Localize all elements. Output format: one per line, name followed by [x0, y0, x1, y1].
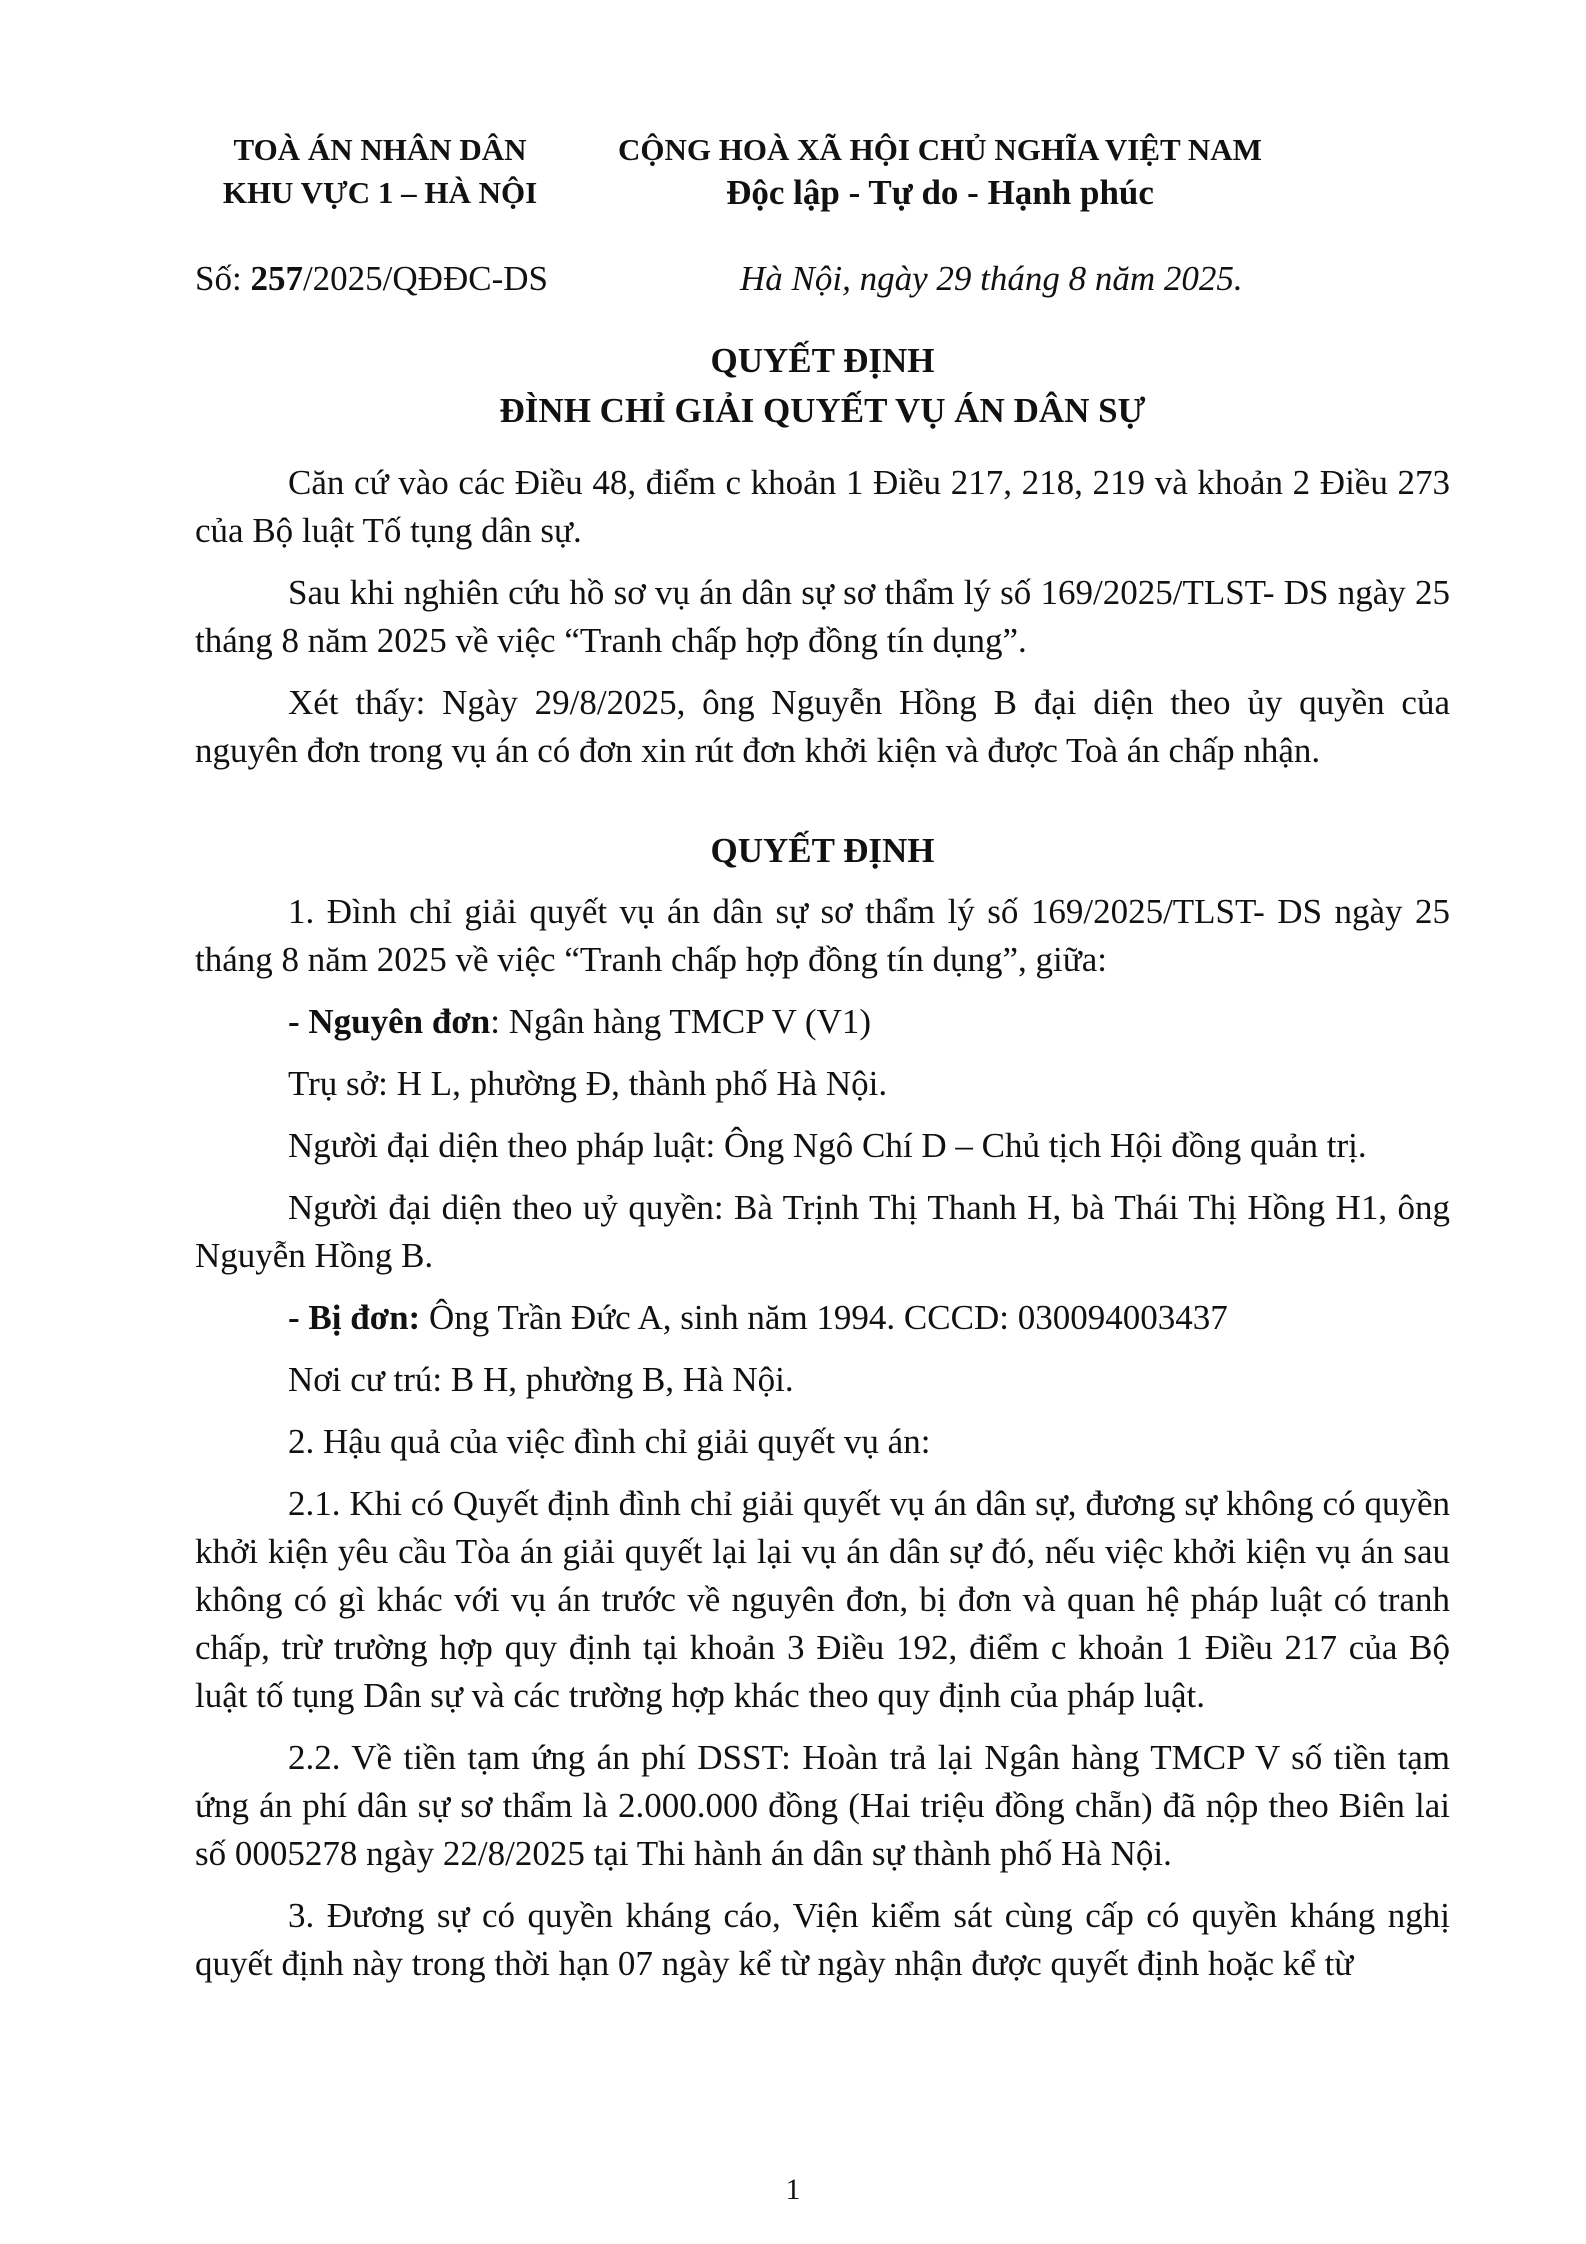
- doc-number-prefix: Số:: [195, 259, 251, 298]
- document-number: [195, 256, 548, 302]
- preamble-legal-basis: Căn cứ vào các Điều 48, điểm c khoản 1 Điều 217, 218, 219 và khoản 2 Điều 273 của Bộ luật Tố tụng dân sự.: [195, 463, 1450, 550]
- decision-heading: QUYẾT ĐỊNH: [710, 831, 935, 870]
- defendant-line: [195, 1294, 1450, 1342]
- document-subtitle: ĐÌNH CHỈ GIẢI QUYẾT VỤ ÁN DÂN SỰ: [499, 391, 1146, 430]
- preamble: [195, 459, 1450, 775]
- decision-item-2-2: 2.2. Về tiền tạm ứng án phí DSST: Hoàn trả lại Ngân hàng TMCP V số tiền tạm ứng án phí dân sự sơ thẩm là 2.000.000 đồng (Hai triệu đồng chẵn) đã nộp theo Biên lai số 0005278 ngày 22/8/2025 tại Thi hành án dân sự thành phố Hà Nội.: [195, 1738, 1450, 1873]
- preamble-case-review: Sau khi nghiên cứu hồ sơ vụ án dân sự sơ thẩm lý số 169/2025/TLST- DS ngày 25 tháng 8 năm 2025 về việc “Tranh chấp hợp đồng tín dụng”.: [195, 573, 1450, 660]
- decision-item-1: 1. Đình chỉ giải quyết vụ án dân sự sơ thẩm lý số 169/2025/TLST- DS ngày 25 tháng 8 năm 2025 về việc “Tranh chấp hợp đồng tín dụng”, giữa:: [195, 892, 1450, 979]
- defendant-label: - Bị đơn:: [288, 1298, 421, 1337]
- court-name-line1: TOÀ ÁN NHÂN DÂN: [233, 132, 527, 167]
- nation-name: CỘNG HOÀ XÃ HỘI CHỦ NGHĨA VIỆT NAM: [618, 132, 1262, 167]
- decision-body: [195, 888, 1450, 1988]
- defendant-residence: Nơi cư trú: B H, phường B, Hà Nội.: [288, 1360, 794, 1399]
- court-header: [195, 128, 565, 214]
- plaintiff-authorized-representative: Người đại diện theo uỷ quyền: Bà Trịnh Thị Thanh H, bà Thái Thị Hồng H1, ông Nguyễn Hồng B.: [195, 1188, 1450, 1275]
- defendant-value: Ông Trần Đức A, sinh năm 1994. CCCD: 030094003437: [420, 1298, 1228, 1337]
- document-title: QUYẾT ĐỊNH: [710, 341, 935, 380]
- court-name-line2: KHU VỰC 1 – HÀ NỘI: [222, 175, 538, 210]
- doc-number-suffix: /2025/QĐĐC-DS: [302, 259, 548, 298]
- page-number: 1: [785, 2173, 801, 2206]
- plaintiff-line: [195, 998, 1450, 1046]
- plaintiff-value: : Ngân hàng TMCP V (V1): [490, 1002, 872, 1041]
- plaintiff-label: - Nguyên đơn: [288, 1002, 491, 1041]
- doc-number-value: 257: [250, 259, 303, 298]
- plaintiff-office: Trụ sở: H L, phường Đ, thành phố Hà Nội.: [288, 1064, 888, 1103]
- decision-item-2: 2. Hậu quả của việc đình chỉ giải quyết vụ án:: [288, 1422, 931, 1461]
- national-header: [595, 128, 1285, 214]
- document-date: Hà Nội, ngày 29 tháng 8 năm 2025.: [740, 259, 1243, 298]
- decision-item-2-1: 2.1. Khi có Quyết định đình chỉ giải quyết vụ án dân sự, đương sự không có quyền khởi kiện yêu cầu Tòa án giải quyết lại lại vụ án dân sự đó, nếu việc khởi kiện vụ án sau không có gì khác với vụ án trước về nguyên đơn, bị đơn và quan hệ pháp luật có tranh chấp, trừ trường hợp quy định tại khoản 3 Điều 192, điểm c khoản 1 Điều 217 của Bộ luật tố tụng Dân sự và các trường hợp khác theo quy định của pháp luật.: [195, 1484, 1450, 1715]
- decision-item-3: 3. Đương sự có quyền kháng cáo, Viện kiểm sát cùng cấp có quyền kháng nghị quyết định này trong thời hạn 07 ngày kể từ ngày nhận được quyết định hoặc kể từ: [195, 1896, 1450, 1983]
- plaintiff-legal-representative: Người đại diện theo pháp luật: Ông Ngô Chí D – Chủ tịch Hội đồng quản trị.: [288, 1126, 1367, 1165]
- national-motto: Độc lập - Tự do - Hạnh phúc: [726, 173, 1154, 212]
- preamble-finding: Xét thấy: Ngày 29/8/2025, ông Nguyễn Hồng B đại diện theo ủy quyền của nguyên đơn trong vụ án có đơn xin rút đơn khởi kiện và được Toà án chấp nhận.: [195, 683, 1450, 770]
